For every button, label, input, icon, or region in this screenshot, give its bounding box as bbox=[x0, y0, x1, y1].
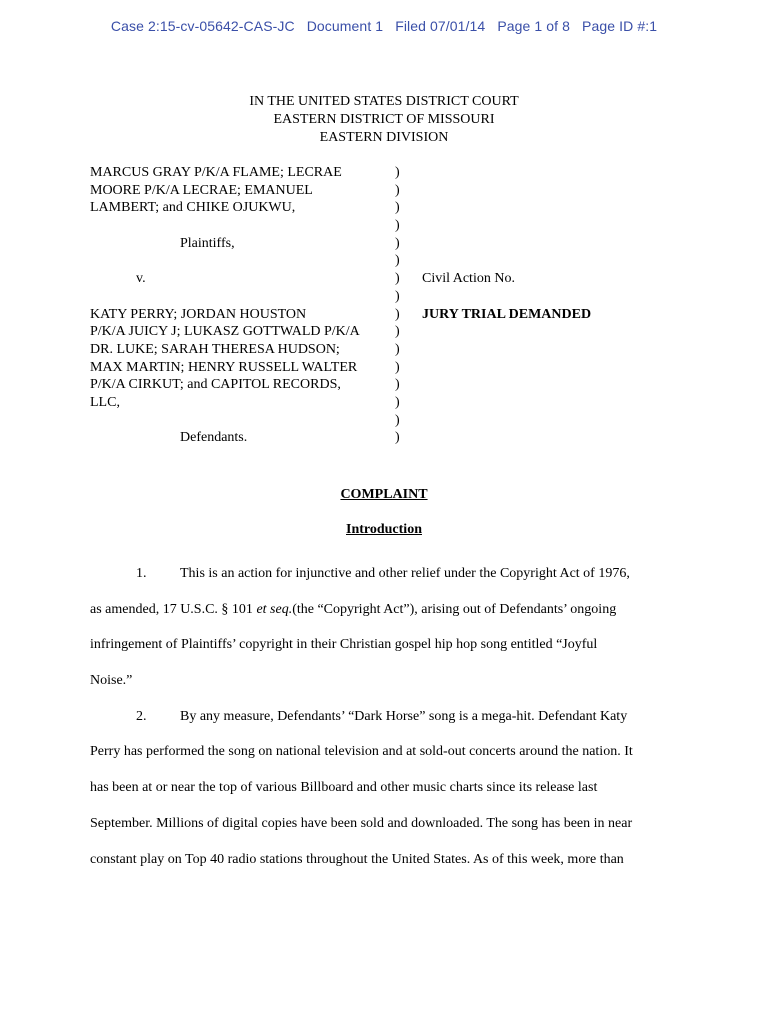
et-seq-italic: et seq. bbox=[256, 601, 293, 617]
page-id: Page ID #:1 bbox=[582, 18, 658, 34]
plaintiffs-label: Plaintiffs, bbox=[180, 235, 235, 251]
versus-label: v. bbox=[136, 271, 146, 287]
page-count: Page 1 of 8 bbox=[497, 18, 571, 34]
plaintiff-line: MOORE P/K/A LECRAE; EMANUEL bbox=[90, 182, 313, 198]
caption-paren: ) bbox=[395, 182, 400, 198]
court-line: IN THE UNITED STATES DISTRICT COURT bbox=[249, 94, 519, 109]
complaint-body bbox=[90, 556, 680, 877]
caption-paren: ) bbox=[395, 218, 400, 234]
parties-block bbox=[90, 164, 390, 447]
complaint-title: COMPLAINT bbox=[340, 487, 428, 502]
paragraph-2-line: constant play on Top 40 radio stations throughout the United States. As of this week, more than bbox=[90, 851, 624, 867]
caption-paren: ) bbox=[395, 430, 400, 446]
paragraph-2-line: Perry has performed the song on national television and at sold-out concerts around the nation. It bbox=[90, 744, 633, 760]
caption-parentheses bbox=[395, 164, 407, 447]
caption-paren: ) bbox=[395, 412, 400, 428]
plaintiff-line: MARCUS GRAY P/K/A FLAME; LECRAE bbox=[90, 165, 342, 180]
case-info-block bbox=[422, 164, 682, 323]
caption-paren: ) bbox=[395, 165, 400, 180]
defendant-line: LLC, bbox=[90, 394, 120, 410]
paragraph-number: 2. bbox=[136, 708, 147, 724]
caption-paren: ) bbox=[395, 235, 400, 251]
division-line: EASTERN DIVISION bbox=[319, 130, 449, 145]
caption-paren: ) bbox=[395, 306, 400, 322]
caption-paren: ) bbox=[395, 253, 400, 269]
defendant-line: P/K/A JUICY J; LUKASZ GOTTWALD P/K/A bbox=[90, 324, 360, 340]
plaintiff-line: LAMBERT; and CHIKE OJUKWU, bbox=[90, 200, 296, 216]
paragraph-1-line: infringement of Plaintiffs’ copyright in their Christian gospel hip hop song entitled “Joyful bbox=[90, 637, 598, 653]
caption-paren: ) bbox=[395, 324, 400, 340]
paragraph-2-line: has been at or near the top of various Billboard and other music charts since its release last bbox=[90, 780, 598, 796]
paragraph-2-line: September. Millions of digital copies have been sold and downloaded. The song has been in near bbox=[90, 815, 633, 831]
paragraph-2-line: 2. By any measure, Defendants’ “Dark Horse” song is a mega-hit. Defendant Katy bbox=[90, 699, 680, 735]
paragraph-1-line: Noise.” bbox=[90, 673, 133, 689]
caption-paren: ) bbox=[395, 359, 400, 375]
caption-paren: ) bbox=[395, 341, 400, 357]
introduction-heading: Introduction bbox=[346, 522, 422, 537]
civil-action-label: Civil Action No. bbox=[422, 271, 515, 287]
defendant-line: KATY PERRY; JORDAN HOUSTON bbox=[90, 306, 307, 322]
court-heading bbox=[0, 93, 768, 147]
paragraph-number: 1. bbox=[136, 566, 147, 581]
caption-paren: ) bbox=[395, 288, 400, 304]
paragraph-1-line: 1. This is an action for injunctive and other relief under the Copyright Act of 1976, bbox=[90, 556, 680, 592]
paragraph-1-line: as amended, 17 U.S.C. § 101 et seq.(the “Copyright Act”), arising out of Defendants’ ongoing bbox=[90, 601, 617, 617]
caption-paren: ) bbox=[395, 377, 400, 393]
case-header bbox=[0, 18, 768, 34]
jury-trial-label: JURY TRIAL DEMANDED bbox=[422, 306, 592, 322]
caption-paren: ) bbox=[395, 271, 400, 287]
caption-paren: ) bbox=[395, 394, 400, 410]
defendants-label: Defendants. bbox=[180, 430, 248, 446]
defendant-line: MAX MARTIN; HENRY RUSSELL WALTER bbox=[90, 359, 358, 375]
district-line: EASTERN DISTRICT OF MISSOURI bbox=[273, 112, 495, 127]
document-number: Document 1 bbox=[306, 18, 384, 34]
caption-paren: ) bbox=[395, 200, 400, 216]
defendant-line: P/K/A CIRKUT; and CAPITOL RECORDS, bbox=[90, 377, 341, 393]
filed-date: Filed 07/01/14 bbox=[395, 18, 486, 34]
case-number: Case 2:15-cv-05642-CAS-JC bbox=[110, 18, 295, 34]
defendant-line: DR. LUKE; SARAH THERESA HUDSON; bbox=[90, 341, 340, 357]
